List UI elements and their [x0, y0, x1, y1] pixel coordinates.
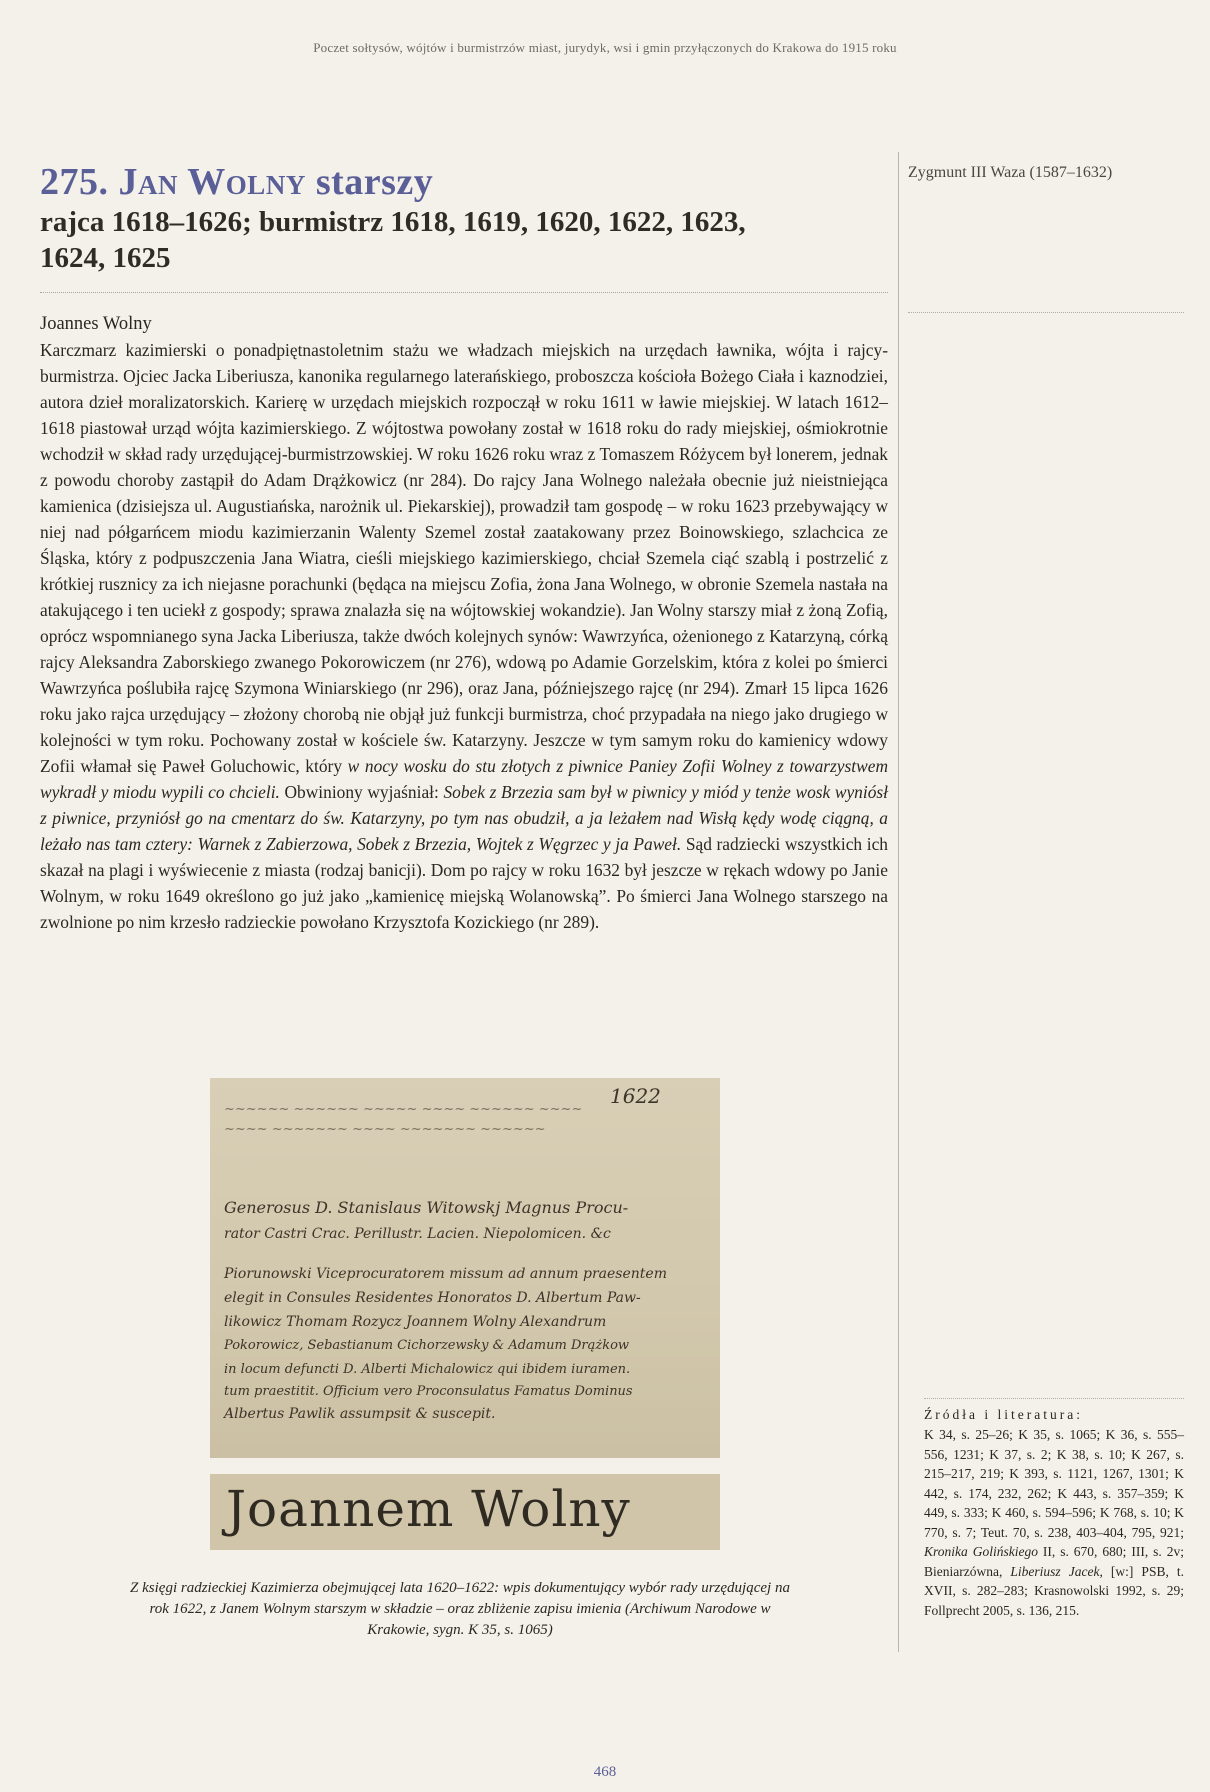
- name-closeup: [210, 1474, 720, 1550]
- biography-part-3: Sąd radziecki wszystkich ich skazał na plagi i wyświecenie z miasta (rodzaj banicji). Dom po rajcy w roku 1632 był jeszcze w rękach wdowy po Janie Wolnym, w roku 1649 określono go już jako „kamienicę miejską Wolanowską”. Po śmierci Jana Wolnego starszego na zwolnione po nim krzesło radzieckie powołano Krzysztofa Kozickiego (nr 289).: [40, 834, 888, 932]
- offices-line-1: rajca 1618–1626; burmistrz 1618, 1619, 1620, 1622, 1623,: [40, 206, 746, 238]
- page-number: 468: [593, 1764, 617, 1780]
- biography-text: [40, 337, 888, 935]
- doc-line-9: Albertus Pawlik assumpsit & suscepit.: [224, 1406, 496, 1422]
- sources-text: [924, 1425, 1184, 1620]
- quote-1: w nocy wosku do stu złotych z piwnice Paniey Zofii Wolney z towarzystwem wykradł y miodu wypili co chcieli.: [40, 756, 888, 802]
- doc-faint-line-2: ~~~~ ~~~~~~~ ~~~~ ~~~~~~~ ~~~~~~: [224, 1122, 546, 1137]
- entry-offices: [40, 204, 888, 276]
- doc-line-5: likowicz Thomam Rozycz Joannem Wolny Alexandrum: [224, 1314, 607, 1330]
- latin-name: Joannes Wolny: [40, 314, 152, 334]
- doc-date: 1622: [610, 1084, 661, 1108]
- doc-faint-line: ~~~~~~ ~~~~~~ ~~~~~ ~~~~ ~~~~~~ ~~~~: [224, 1102, 583, 1117]
- quote-2: Sobek z Brzezia sam był w piwnicy y miód y tenże wosk wyniósł z piwnice, przyniósł go na cmentarz do św. Katarzyny, po tym nas obudził, a ja leżałem nad Wisłą kędy wodę ciągną, a leżało nas tam cztery: Warnek z Zabierzowa, Sobek z Brzezia, Wojtek z Węgrzec y ja Paweł.: [40, 782, 888, 854]
- doc-line-2: rator Castri Crac. Perillustr. Lacien. Niepolomicen. &c: [224, 1226, 611, 1242]
- doc-line-4: elegit in Consules Residentes Honoratos D. Albertum Paw-: [224, 1290, 641, 1306]
- sources-italic-2: Liberiusz Jacek: [1010, 1563, 1100, 1579]
- doc-line-7: in locum defuncti D. Alberti Michalowicz qui ibidem iuramen.: [224, 1362, 631, 1377]
- biography-part-2: Obwiniony wyjaśniał:: [279, 782, 444, 802]
- sources-box: [924, 1398, 1184, 1620]
- main-column: [40, 160, 888, 935]
- doc-line-1: Generosus D. Stanislaus Witowskj Magnus Procu-: [224, 1198, 629, 1217]
- doc-line-6: Pokorowicz, Sebastianum Cichorzewsky & Adamum Drążkow: [224, 1338, 630, 1353]
- title-separator: [40, 292, 888, 293]
- sidebar: [908, 162, 1184, 313]
- column-divider: [898, 152, 899, 1652]
- entry-title: [40, 160, 888, 204]
- reign-label: Zygmunt III Waza (1587–1632): [908, 164, 1113, 181]
- doc-line-8: tum praestitit. Officium vero Proconsulatus Famatus Dominus: [224, 1384, 633, 1399]
- sources-part-3: , [w:] PSB, t. XVII, s. 282–283; Krasnowolski 1992, s. 29; Follprecht 2005, s. 136, 215.: [924, 1563, 1185, 1618]
- entry-number: 275.: [40, 161, 109, 203]
- sidebar-separator: [908, 312, 1184, 313]
- entry-name: Jan Wolny: [118, 161, 306, 203]
- doc-line-3: Piorunowski Viceprocuratorem missum ad annum praesentem: [224, 1266, 667, 1282]
- sources-heading: Źródła i literatura:: [924, 1398, 1184, 1423]
- offices-line-2: 1624, 1625: [40, 242, 171, 274]
- entry-suffix: starszy: [315, 161, 434, 203]
- archival-document-photo: [210, 1078, 720, 1458]
- name-closeup-text: Joannem Wolny: [226, 1480, 631, 1538]
- sources-part-2: II, s. 670, 680; III, s. 2v; Bieniarzówna,: [924, 1544, 1184, 1579]
- figure-caption: Z księgi radzieckiej Kazimierza obejmującej lata 1620–1622: wpis dokumentujący wybór rady urzędującej na rok 1622, z Janem Wolnym starszym w składzie – oraz zbliżenie zapisu imienia (Archiwum Narodowe w Krakowie, sygn. K 35, s. 1065): [130, 1580, 790, 1638]
- sources-part-1: K 34, s. 25–26; K 35, s. 1065; K 36, s. 555–556, 1231; K 37, s. 2; K 38, s. 10; K 267, s. 215–217, 219; K 393, s. 1121, 1267, 1301; K 442, s. 174, 232, 262; K 443, s. 357–359; K 449, s. 333; K 460, s. 594–596; K 768, s. 10; K 770, s. 7; Teut. 70, s. 238, 403–404, 795, 921;: [924, 1427, 1184, 1540]
- sources-italic-1: Kronika Golińskiego: [924, 1544, 1038, 1559]
- running-head: Poczet sołtysów, wójtów i burmistrzów miast, jurydyk, wsi i gmin przyłączonych do Krakowa do 1915 roku: [313, 40, 897, 55]
- biography-part-1: Karczmarz kazimierski o ponadpiętnastoletnim stażu we władzach miejskich na urzędach ławnika, wójta i rajcy-burmistrza. Ojciec Jacka Liberiusza, kanonika regularnego laterańskiego, proboszcza kościoła Bożego Ciała i kaznodziei, autora dzieł moralizatorskich. Karierę w urzędach miejskich rozpoczął w roku 1611 w ławie miejskiej. W latach 1612–1618 piastował urząd wójta kazimierskiego. Z wójtostwa powołany został w 1618 roku do rady miejskiej, ośmiokrotnie wchodził w skład rady urzędującej-burmistrzowskiej. W roku 1626 roku wraz z Tomaszem Różycem był lonerem, jednak z powodu choroby zastąpił do Adam Drążkowicz (nr 284). Do rajcy Jana Wolnego należała obecnie już nieistniejąca kamienica (dzisiejsza ul. Augustiańska, narożnik ul. Piekarskiej), prowadził tam gospodę – w roku 1623 przebywający w niej nad półgarńcem miodu kazimierzanin Walenty Szemel został zaatakowany przez Boinowskiego, szlachcica ze Śląska, który z podpuszczenia Jana Wiatra, cieśli miejskiego kazimierskiego, chciał Szemela ciąć szablą i postrzelić z krótkiej rusznicy za ich niejasne porachunki (będąca na miejscu Zofia, żona Jana Wolnego, w obronie Szemela nastała na atakującego i ten uciekł z gospody; sprawa znalazła się na wójtowskiej wokandzie). Jan Wolny starszy miał z żoną Zofią, oprócz wspomnianego syna Jacka Liberiusza, także dwóch kolejnych synów: Wawrzyńca, ożenionego z Katarzyną, córką rajcy Aleksandra Zaborskiego zwanego Pokorowiczem (nr 276), wdową po Adamie Gorzelskim, która z kolei po śmierci Wawrzyńca poślubiła rajcę Szymona Winiarskiego (nr 296), oraz Jana, późniejszego rajcę (nr 294). Zmarł 15 lipca 1626 roku jako rajca urzędujący – złożony chorobą nie objął już funkcji burmistrza, choć przypadała na niego jako drugiego w kolejności w tym roku. Pochowany został w kościele św. Katarzyny. Jeszcze w tym samym roku do kamienicy wdowy Zofii włamał się Paweł Goluchowic, który: [40, 340, 888, 776]
- archival-figure: [210, 1078, 730, 1550]
